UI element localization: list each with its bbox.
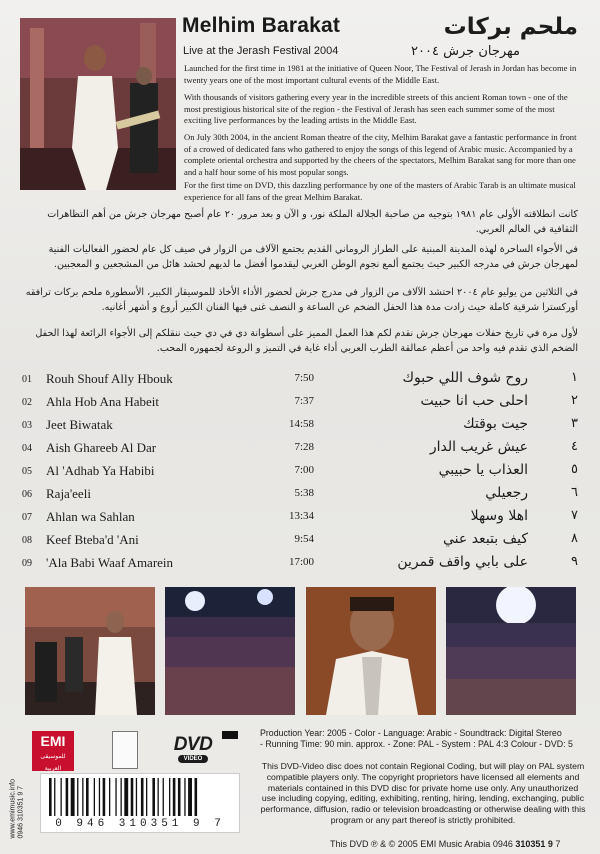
track-number: 02 xyxy=(22,397,32,408)
track-title-ar: احلى حب انا حبيت xyxy=(420,393,528,409)
ar-paragraph-4: لأول مرة في تاريخ حفلات مهرجان جرش نقدم لكم هذا العمل المميز على أسطوانة دي في دي حيث ننقلكم إلى الأجواء الرائعة لهذا الحفل الضخم الذي تقدم فيه واحد من أعظم عمالقة الطرب العربي أداء غاية في التميز و الروعة لجمهوره المحب. xyxy=(35,328,578,354)
emi-small-badge xyxy=(222,731,238,739)
track-number-ar: ٦ xyxy=(571,485,578,500)
track-title-ar: روح شوف اللي حبوك xyxy=(402,370,528,386)
track-number-ar: ٧ xyxy=(571,508,578,523)
track-row xyxy=(0,416,600,439)
track-title: Ahlan wa Sahlan xyxy=(46,509,135,524)
barcode-bar xyxy=(184,778,185,816)
barcode-bar xyxy=(49,778,52,816)
barcode-bar xyxy=(66,778,69,816)
track-title: Rouh Shouf Ally Hbouk xyxy=(46,371,173,386)
track-title: 'Ala Babi Waaf Amarein xyxy=(46,555,174,570)
track-duration: 7:37 xyxy=(294,395,314,407)
track-duration: 5:38 xyxy=(294,487,314,499)
barcode-bar xyxy=(124,778,128,816)
barcode-bar xyxy=(158,778,159,816)
barcode-bar xyxy=(131,778,134,816)
barcode-bar xyxy=(141,778,144,816)
barcode-bar xyxy=(77,778,78,816)
barcode-bar xyxy=(99,778,100,816)
ar-paragraph-3: في الثلاثين من يوليو عام ٢٠٠٤ احتشد الآلاف من الزوار في مدرج جرش لحضور الأداء الأخاذ للموسيقار الكبير، الأسطورة ملحم بركات ترافقه أوركسترا شرقية كاملة حيث زادت مدة هذا الحفل الضخم عن الساعة و النصف غنى فيها الفنان الكبير أروع و أشهر أغانيه. xyxy=(25,287,578,313)
barcode-bar xyxy=(71,778,75,816)
track-number-ar: ٥ xyxy=(571,462,578,477)
barcode-bar xyxy=(169,778,170,816)
track-duration: 7:00 xyxy=(294,464,314,476)
track-row xyxy=(0,462,600,485)
track-row xyxy=(0,485,600,508)
barcode-bar xyxy=(61,778,62,816)
barcode-number: 0 946 310351 9 7 xyxy=(55,818,225,830)
side-url: www.emimusic.info xyxy=(9,778,17,839)
emi-logo xyxy=(32,731,74,771)
track-number: 04 xyxy=(22,443,32,454)
barcode-bar xyxy=(54,778,55,816)
track-row xyxy=(0,531,600,554)
barcode-bar xyxy=(103,778,106,816)
track-number: 07 xyxy=(22,512,32,523)
emi-logo-text: EMI xyxy=(40,733,66,749)
track-row xyxy=(0,439,600,462)
catalog-end: 7 xyxy=(555,839,561,849)
barcode-bar xyxy=(188,778,192,816)
barcode-bar xyxy=(82,778,83,816)
track-title: Al 'Adhab Ya Habibi xyxy=(46,463,155,478)
photo-crowd-1 xyxy=(165,587,295,715)
side-catalog: 0946 310351 9 7 xyxy=(17,785,25,839)
en-paragraph-1: Launched for the first time in 1981 at the initiative of Queen Noor, The Festival of Jerash in Jordan has become in twenty years one of the most important cultural events of the Middle East. xyxy=(184,63,577,85)
barcode xyxy=(40,773,240,833)
en-paragraph-2: With thousands of visitors gathering every year in the incredible streets of this ancient Roman town - one of the most prestigious historical site of the region - the Festival of Jerash has seen each summer some of the most exciting live performances by the leading artists in the Middle East. xyxy=(184,92,568,125)
track-title-ar: اهلا وسهلا xyxy=(470,508,528,524)
track-number-ar: ١ xyxy=(571,370,578,385)
track-row xyxy=(0,370,600,393)
barcode-bar xyxy=(146,778,147,816)
track-number: 05 xyxy=(22,466,32,477)
copyright-prefix: This DVD ℗ & © 2005 EMI Music Arabia 0946 xyxy=(330,839,513,849)
en-paragraph-3: On July 30th 2004, in the ancient Roman theatre of the city, Melhim Barakat gave a fantastic performance in front of a crowed of dedicated fans who gathered to enjoy the songs of this legend of Arabic music. Accompanied by a complete oriental orchestra and supported by the cheers of the spectators, Melhim Barakat sang for more than one and a half hour some of his most popular songs. xyxy=(184,132,577,177)
photo-singer-closeup xyxy=(306,587,436,715)
copyright-line xyxy=(330,839,560,849)
track-number: 03 xyxy=(22,420,32,431)
track-number: 01 xyxy=(22,374,32,385)
barcode-bars xyxy=(49,778,229,816)
barcode-bar xyxy=(121,778,122,816)
track-row xyxy=(0,554,600,577)
track-title: Jeet Biwatak xyxy=(46,417,113,432)
barcode-bar xyxy=(94,778,95,816)
track-title-ar: رجعيلي xyxy=(485,485,528,501)
track-duration: 7:28 xyxy=(294,441,314,453)
subtitle-en: Live at the Jerash Festival 2004 xyxy=(183,45,339,57)
ar-paragraph-2: في الأجواء الساحرة لهذه المدينة المبنية على الطراز الروماني القديم يجتمع الآلاف من الزوار في صيف كل عام لحضور الفعاليات الفنية لمهرجان جرش في مدرجه الكبير حيث يجتمع ألمع نجوم الوطن العربي ليقدموا أفضل ما لديهم لحشد هائل من المشجعين و المعجبين. xyxy=(48,244,578,270)
track-title-ar: العذاب يا حبيبي xyxy=(438,462,528,478)
dvd-logo-text: DVD xyxy=(173,734,213,755)
track-number: 08 xyxy=(22,535,32,546)
barcode-bar xyxy=(163,778,164,816)
legal-text: This DVD-Video disc does not contain Regional Coding, but will play on PAL system compatible players only. The copyright proprietors have licensed all elements and materials contained in this DVD disc for private home use only. Any unauthorized use including copying, editing, exhibiting, renting, hiring, lending, exchanging, public performance, diffusion, radio or television broadcasting or otherwise dealing with this program or any part thereof is strictly prohibited. xyxy=(260,761,586,825)
track-title-ar: جيت بوقتك xyxy=(463,416,528,432)
track-title: Ahla Hob Ana Habeit xyxy=(46,394,160,409)
catalog-number: 310351 9 xyxy=(515,839,553,849)
track-number: 09 xyxy=(22,558,32,569)
track-number: 06 xyxy=(22,489,32,500)
barcode-bar xyxy=(178,778,181,816)
en-paragraph-4: For the first time on DVD, this dazzling performance by one of the masters of Arabic Tarab is an ultimate musical experience for all fans of the great Melhim Barakat. xyxy=(184,180,576,202)
track-number-ar: ٩ xyxy=(571,554,578,569)
track-number-ar: ٢ xyxy=(571,393,578,408)
subtitle-ar: مهرجان جرش ٢٠٠٤ xyxy=(411,44,520,59)
artist-name-en: Melhim Barakat xyxy=(182,14,341,37)
track-title-ar: عيش غريب الدار xyxy=(429,439,528,455)
track-duration: 17:00 xyxy=(288,556,314,568)
production-info-1: Production Year: 2005 - Color - Language: Arabic - Soundtrack: Digital Stereo xyxy=(260,728,562,738)
barcode-bar xyxy=(195,778,198,816)
track-duration: 13:34 xyxy=(288,510,314,522)
dvd-video-logo xyxy=(165,736,221,763)
barcode-bar xyxy=(152,778,155,816)
track-duration: 9:54 xyxy=(294,533,314,545)
track-number-ar: ٣ xyxy=(571,416,578,431)
track-number-ar: ٨ xyxy=(571,531,578,546)
regulatory-box xyxy=(112,731,138,769)
barcode-bar xyxy=(115,778,116,816)
track-title-ar: على بابي واقف قمرين xyxy=(397,554,528,570)
track-duration: 14:58 xyxy=(288,418,314,430)
barcode-bar xyxy=(173,778,176,816)
ar-paragraph-1: كانت انطلاقته الأولى عام ١٩٨١ بتوجيه من صاحبة الجلالة الملكة نور، و الآن و بعد مرور ٢٠ عام أصبح مهرجان جرش من أهم التظاهرات الثقافية في العالم العربي. xyxy=(47,209,578,235)
photo-crowd-2 xyxy=(446,587,576,715)
hero-photo xyxy=(20,18,176,190)
track-duration: 7:50 xyxy=(294,372,314,384)
track-title: Aish Ghareeb Al Dar xyxy=(46,440,157,455)
barcode-bar xyxy=(109,778,110,816)
track-title: Raja'eeli xyxy=(46,486,91,501)
barcode-bar xyxy=(136,778,137,816)
barcode-bar xyxy=(86,778,89,816)
dvd-logo-sub: VIDEO xyxy=(178,755,208,763)
track-row xyxy=(0,508,600,531)
photo-stage-1 xyxy=(25,587,155,715)
artist-name-ar: ملحم بركات xyxy=(443,14,578,40)
track-title: Keef Bteba'd 'Ani xyxy=(46,532,139,547)
track-number-ar: ٤ xyxy=(571,439,578,454)
emi-logo-arabic: للموسيقى العربية xyxy=(40,753,66,772)
track-title-ar: كيف بتبعد عني xyxy=(443,531,528,547)
track-row xyxy=(0,393,600,416)
production-info-2: - Running Time: 90 min. approx. - Zone: PAL - System : PAL 4:3 Colour - DVD: 5 xyxy=(260,739,573,749)
